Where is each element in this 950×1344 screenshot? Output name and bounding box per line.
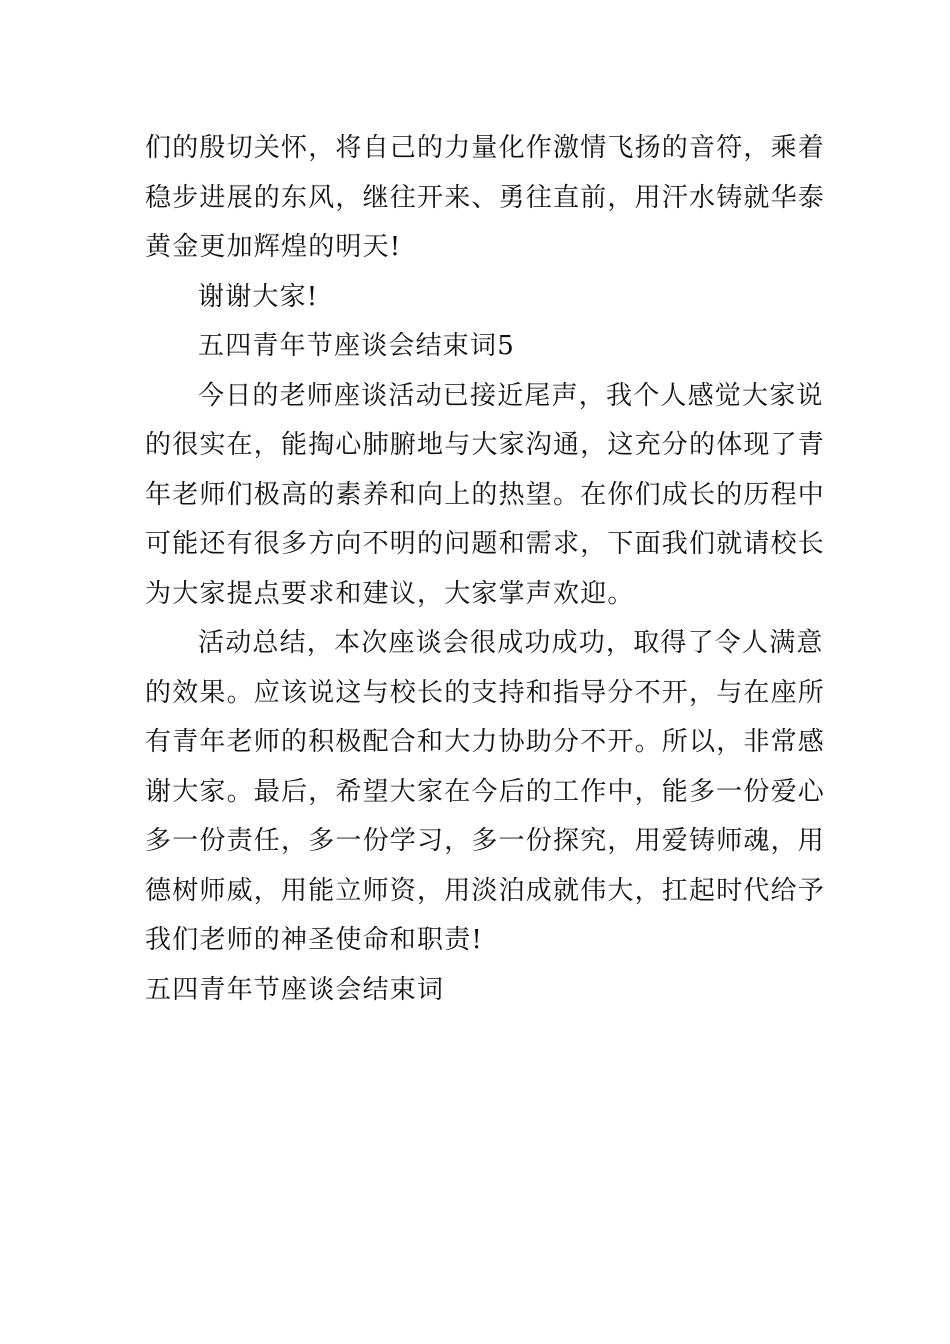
- closing-thanks: 谢谢大家!: [198, 281, 319, 312]
- text-line: 年老师们极高的素养和向上的热望。在你们成长的历程中: [145, 479, 826, 510]
- paragraph-start: 活动总结，本次座谈会很成功成功，取得了令人满意: [198, 628, 824, 658]
- text-line: 我们老师的神圣使命和职责!: [145, 925, 484, 955]
- text-line: 谢大家。最后，希望大家在今后的工作中，能多一份爱心: [145, 776, 826, 807]
- document-title-footer: 五四青年节座谈会结束词: [145, 974, 445, 1005]
- text-line: 多一份责任，多一份学习，多一份探究，用爱铸师魂，用: [145, 826, 826, 856]
- text-line: 可能还有很多方向不明的问题和需求，下面我们就请校长: [145, 529, 826, 559]
- paragraph-start: 今日的老师座谈活动已接近尾声，我个人感觉大家说: [198, 380, 824, 411]
- text-line: 的效果。应该说这与校长的支持和指导分不开，与在座所: [145, 677, 826, 708]
- text-line: 黄金更加辉煌的明天!: [145, 232, 402, 262]
- text-line: 们的殷切关怀，将自己的力量化作激情飞扬的音符，乘着: [145, 133, 826, 163]
- text-line: 为大家提点要求和建议，大家掌声欢迎。: [145, 578, 635, 609]
- text-line: 稳步进展的东风，继往开来、勇往直前，用汗水铸就华泰: [145, 182, 826, 213]
- text-line: 有青年老师的积极配合和大力协助分不开。所以，非常感: [145, 727, 826, 757]
- text-line: 德树师威，用能立师资，用淡泊成就伟大，扛起时代给予: [145, 875, 826, 906]
- text-line: 的很实在，能掏心肺腑地与大家沟通，这充分的体现了青: [145, 430, 826, 460]
- document-page: [145, 124, 826, 1015]
- section-heading: 五四青年节座谈会结束词5: [198, 331, 515, 361]
